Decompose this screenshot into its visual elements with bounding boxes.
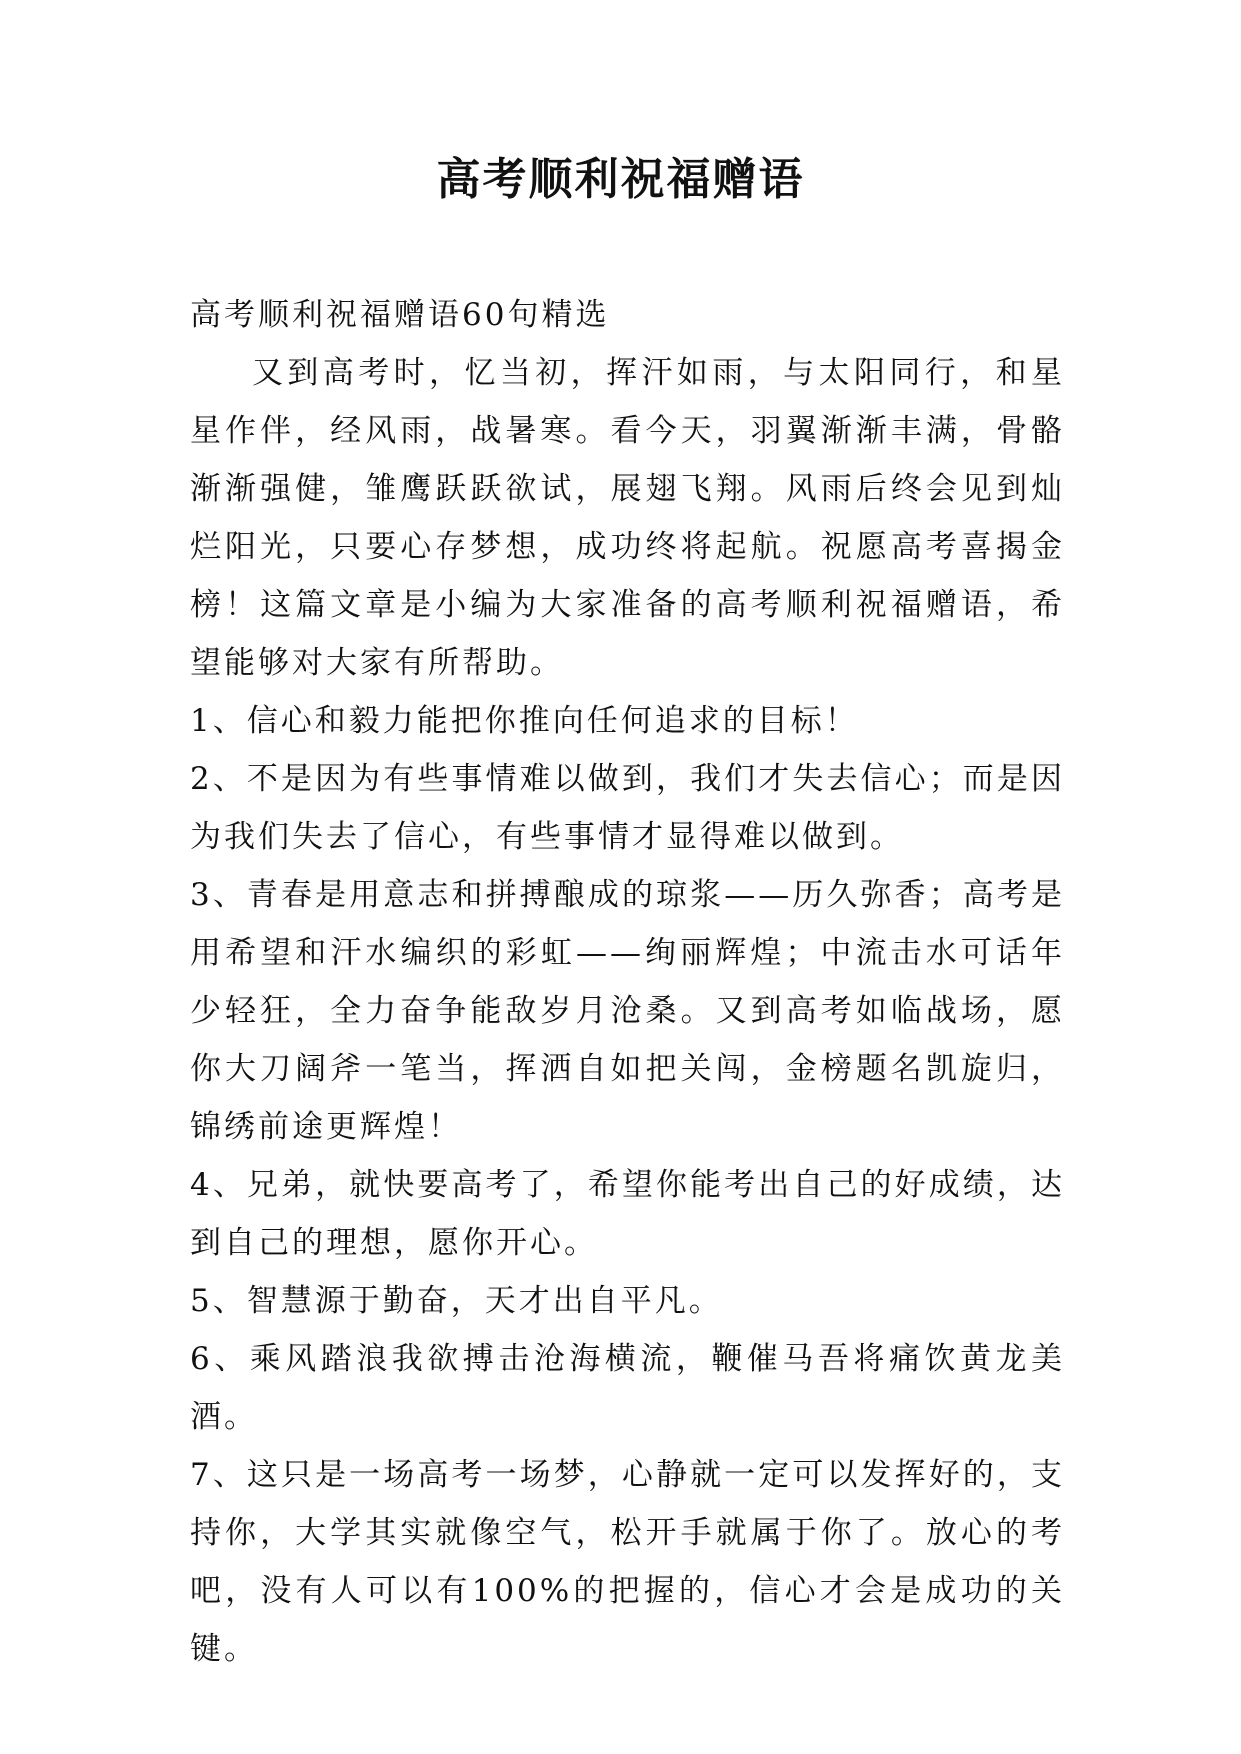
list-item: 1、信心和毅力能把你推向任何追求的目标！ [190, 703, 859, 739]
document-subtitle: 高考顺利祝福赠语60句精选 [190, 297, 610, 333]
list-item: 5、智慧源于勤奋，天才出自平凡。 [190, 1283, 723, 1319]
list-item: 2、不是因为有些事情难以做到，我们才失去信心；而是因为我们失去了信心，有些事情才显得难以做到。 [190, 761, 1065, 855]
document-title: 高考顺利祝福赠语 [436, 154, 805, 205]
list-item: 4、兄弟，就快要高考了，希望你能考出自己的好成绩，达到自己的理想，愿你开心。 [190, 1167, 1065, 1261]
list-item: 3、青春是用意志和拼搏酿成的琼浆——历久弥香；高考是用希望和汗水编织的彩虹——绚丽辉煌；中流击水可话年少轻狂，全力奋争能敌岁月沧桑。又到高考如临战场，愿你大刀阔斧一笔当，挥洒自如把关闯，金榜题名凯旋归，锦绣前途更辉煌！ [190, 877, 1065, 1145]
intro-paragraph: 又到高考时，忆当初，挥汗如雨，与太阳同行，和星星作伴，经风雨，战暑寒。看今天，羽翼渐渐丰满，骨骼渐渐强健，雏鹰跃跃欲试，展翅飞翔。风雨后终会见到灿烂阳光，只要心存梦想，成功终将起航。祝愿高考喜揭金榜！这篇文章是小编为大家准备的高考顺利祝福赠语，希望能够对大家有所帮助。 [190, 355, 1065, 681]
document-body [190, 286, 1065, 1678]
list-item: 7、这只是一场高考一场梦，心静就一定可以发挥好的，支持你，大学其实就像空气，松开手就属于你了。放心的考吧，没有人可以有100%的把握的，信心才会是成功的关键。 [190, 1457, 1065, 1667]
list-item: 6、乘风踏浪我欲搏击沧海横流，鞭催马吾将痛饮黄龙美酒。 [190, 1341, 1065, 1435]
